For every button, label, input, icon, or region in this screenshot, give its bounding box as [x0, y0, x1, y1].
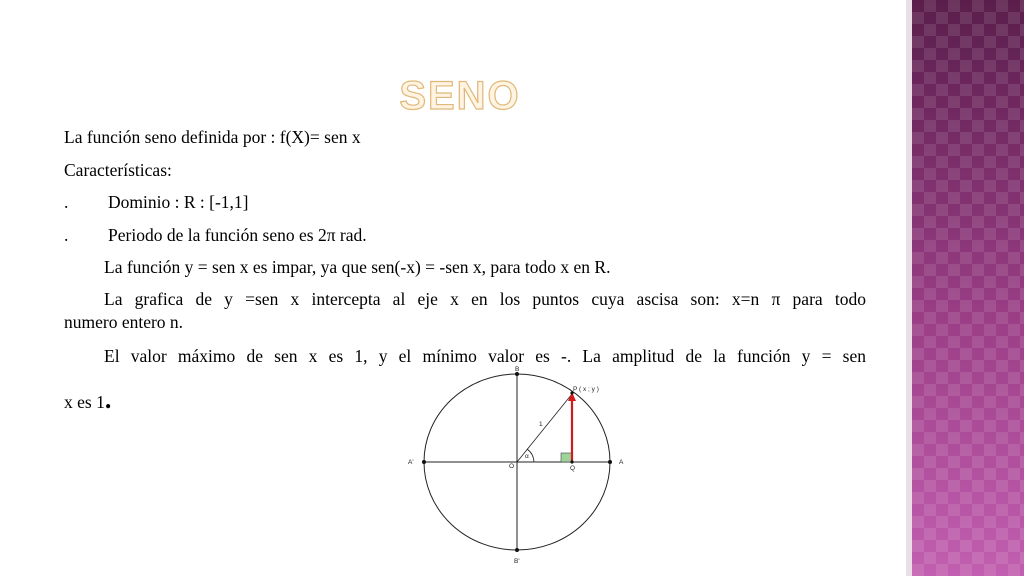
unit-circle-diagram: [404, 362, 640, 570]
odd-function-line: La función y = sen x es impar, ya que sen(-x) = -sen x, para todo x en R.: [104, 257, 611, 277]
right-angle-marker: [561, 453, 572, 462]
label-b: B: [515, 366, 520, 373]
period-line: Periodo de la función seno es 2π rad.: [108, 225, 367, 245]
domain-line: Dominio : R : [-1,1]: [108, 192, 249, 212]
intercept-line-continued: numero entero n.: [64, 312, 184, 332]
amplitude-line-continued: [64, 385, 111, 415]
intercept-line: La grafica de y =sen x intercepta al eje x en los puntos cuya ascisa son: x=n π para todo: [104, 289, 866, 309]
label-o: O: [509, 463, 515, 470]
label-q: Q: [570, 465, 576, 472]
label-aprime: A': [408, 459, 414, 466]
slide-title: SENO: [399, 74, 521, 118]
point-q-dot: [570, 460, 573, 463]
label-p: P ( x ; y ): [573, 386, 599, 393]
bullet-dot: .: [64, 225, 69, 245]
characteristics-heading: Características:: [64, 160, 172, 180]
point-aprime-dot: [422, 460, 426, 464]
radius-line: [517, 394, 572, 462]
bullet-dot: .: [64, 192, 69, 212]
label-bprime: B': [514, 558, 520, 565]
unit-circle-svg: [404, 362, 640, 570]
decorative-sidebar: [912, 0, 1024, 576]
final-period: .: [104, 385, 112, 414]
amplitude-line: El valor máximo de sen x es 1, y el mínimo valor es -. La amplitud de la función y = sen: [104, 346, 866, 366]
amplitude-value-text: x es 1: [64, 392, 105, 412]
point-bprime-dot: [515, 548, 519, 552]
definition-line: La función seno definida por : f(X)= sen x: [64, 127, 361, 147]
point-a-dot: [608, 460, 612, 464]
label-a: A: [619, 459, 624, 466]
label-alpha: α: [525, 453, 529, 460]
label-radius: 1: [539, 421, 543, 428]
